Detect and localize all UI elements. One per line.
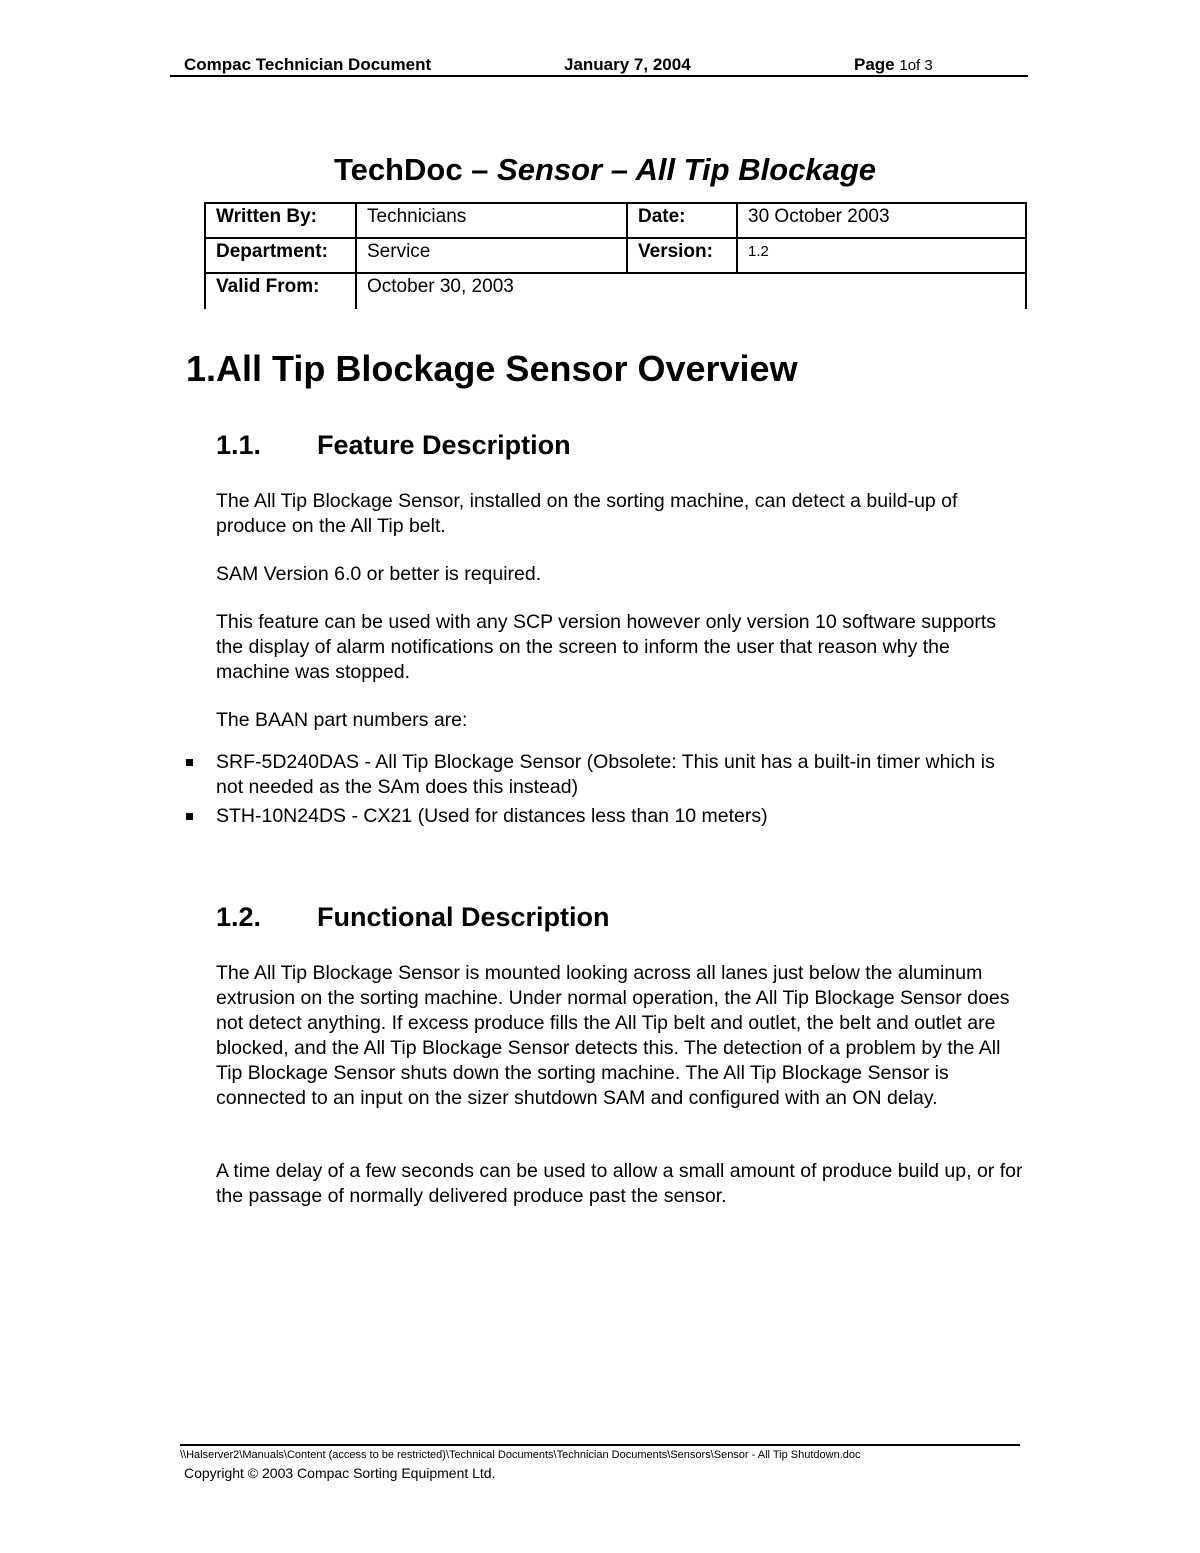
subsection-number: 1.2. bbox=[216, 902, 262, 932]
document-info-table bbox=[204, 202, 1027, 309]
written-by-value: Technicians bbox=[356, 203, 627, 238]
page-footer bbox=[180, 1444, 1020, 1481]
valid-from-value: October 30, 2003 bbox=[356, 273, 1026, 309]
footer-file-path: \\Halserver2\Manuals\Content (access to be restricted)\Technical Documents\Technician Documents\Sensors\Sensor - All Tip Shutdown.doc bbox=[180, 1449, 861, 1461]
paragraph: A time delay of a few seconds can be used to allow a small amount of produce build up, or for the passage of normally delivered produce past the sensor. bbox=[216, 1160, 1023, 1207]
paragraph: The All Tip Blockage Sensor, installed on the sorting machine, can detect a build-up of produce on the All Tip belt. bbox=[216, 490, 958, 537]
bullet-square-icon bbox=[186, 759, 193, 766]
paragraph: The All Tip Blockage Sensor is mounted looking across all lanes just below the aluminum extrusion on the sorting machine. Under normal operation, the All Tip Blockage Sensor does not detect anything. If excess produce fills the All Tip belt and outlet, the belt and outlet are blocked, and the All Tip Blockage Sensor detects this. The detection of a problem by the All Tip Blockage Sensor shuts down the sorting machine. The All Tip Blockage Sensor is connected to an input on the sizer shutdown SAM and configured with an ON delay. bbox=[216, 962, 1010, 1109]
bullet-text: STH-10N24DS - CX21 (Used for distances less than 10 meters) bbox=[216, 805, 768, 827]
version-value: 1.2 bbox=[737, 238, 1026, 273]
bullet-square-icon bbox=[186, 813, 193, 820]
subsection-heading-feature bbox=[216, 430, 571, 461]
subsection-heading-functional bbox=[216, 902, 610, 933]
subsection-number: 1.1. bbox=[216, 430, 262, 460]
document-title bbox=[0, 152, 1200, 188]
version-label: Version: bbox=[627, 238, 737, 273]
header-doc-type: Compac Technician Document bbox=[184, 55, 432, 74]
paragraph: The BAAN part numbers are: bbox=[216, 709, 468, 731]
paragraph: This feature can be used with any SCP version however only version 10 software supports the display of alarm notifications on the screen to inform the user that reason why the machine was stopped. bbox=[216, 611, 997, 683]
header-page bbox=[854, 55, 933, 75]
subsection-title: Functional Description bbox=[317, 902, 610, 932]
page-header bbox=[170, 55, 1028, 77]
department-label: Department: bbox=[205, 238, 356, 273]
department-value: Service bbox=[356, 238, 627, 273]
subsection-title: Feature Description bbox=[317, 430, 571, 460]
title-emphasis: Sensor – All Tip Blockage bbox=[497, 152, 877, 187]
date-value: 30 October 2003 bbox=[737, 203, 1026, 238]
header-page-label: Page bbox=[854, 55, 895, 74]
title-prefix: TechDoc – bbox=[333, 152, 498, 187]
written-by-label: Written By: bbox=[205, 203, 356, 238]
footer-copyright: Copyright © 2003 Compac Sorting Equipment Ltd. bbox=[184, 1465, 496, 1481]
paragraph: SAM Version 6.0 or better is required. bbox=[216, 563, 542, 585]
valid-from-label: Valid From: bbox=[205, 273, 356, 309]
date-label: Date: bbox=[627, 203, 737, 238]
header-date: January 7, 2004 bbox=[564, 55, 691, 74]
header-page-number: 1of 3 bbox=[899, 57, 933, 74]
bullet-text: SRF-5D240DAS - All Tip Blockage Sensor (Obsolete: This unit has a built-in timer which is not needed as the SAm does this instead) bbox=[216, 751, 995, 798]
section-heading: 1.All Tip Blockage Sensor Overview bbox=[186, 348, 798, 389]
